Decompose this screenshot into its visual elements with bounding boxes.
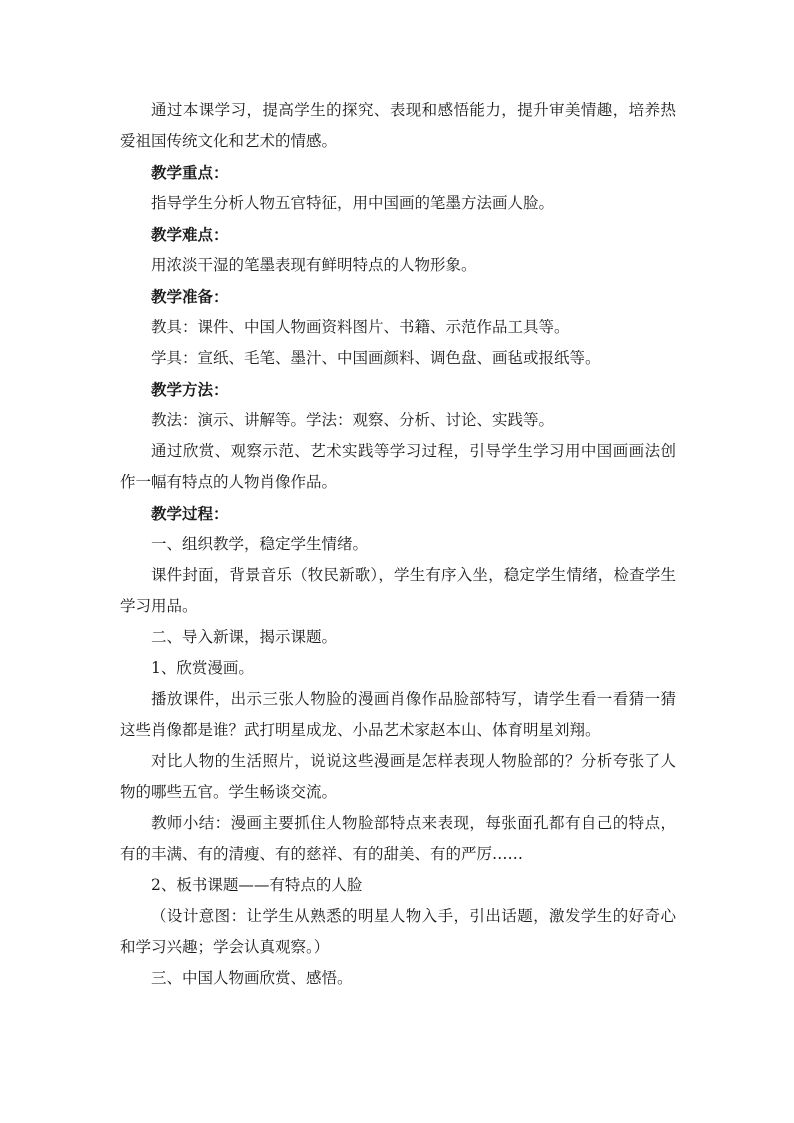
teaching-tools-text: 教具：课件、中国人物画资料图片、书籍、示范作品工具等。 [151, 318, 570, 336]
methods-text: 教法：演示、讲解等。学法：观察、分析、讨论、实践等。 [151, 411, 555, 429]
step-two-title: 二、导入新课，揭示课题。 [151, 628, 338, 646]
sub-step-one-title: 1、欣赏漫画。 [151, 659, 254, 677]
sub-step-one-text: 播放课件，出示三张人物脸的漫画肖像作品脸部特写，请学生看一看猜一猜这些肖像都是谁？武打明星成龙、小品艺术家赵本山、体育明星刘翔。 [120, 690, 676, 739]
student-tools-text: 学具：宣纸、毛笔、墨汁、中国画颜料、调色盘、画毡或报纸等。 [151, 349, 601, 367]
step-three-title: 三、中国人物画欣赏、感悟。 [151, 969, 353, 987]
document-body [120, 95, 676, 994]
step-one-title: 一、组织教学，稳定学生情绪。 [151, 535, 369, 553]
difficulty-text: 用浓淡干湿的笔墨表现有鲜明特点的人物形象。 [151, 256, 477, 274]
methods-description: 通过欣赏、观察示范、艺术实践等学习过程，引导学生学习用中国画画法创作一幅有特点的人物肖像作品。 [120, 442, 676, 491]
methods-heading: 教学方法： [151, 380, 229, 399]
design-intent-text: （设计意图：让学生从熟悉的明星人物入手，引出话题，激发学生的好奇心和学习兴趣；学会认真观察。） [120, 907, 676, 956]
sub-step-two-title: 2、板书课题——有特点的人脸 [151, 876, 363, 894]
key-points-heading: 教学重点： [151, 163, 229, 182]
teacher-summary-text: 教师小结：漫画主要抓住人物脸部特点来表现，每张面孔都有自己的特点，有的丰满、有的清瘦、有的慈祥、有的甜美、有的严厉…… [120, 814, 676, 863]
preparation-heading: 教学准备： [151, 287, 229, 306]
difficulty-heading: 教学难点： [151, 225, 229, 244]
comparison-text: 对比人物的生活照片，说说这些漫画是怎样表现人物脸部的？分析夸张了人物的哪些五官。学生畅谈交流。 [120, 752, 676, 801]
key-points-text: 指导学生分析人物五官特征，用中国画的笔墨方法画人脸。 [151, 194, 555, 212]
step-one-text: 课件封面，背景音乐（牧民新歌），学生有序入坐，稳定学生情绪，检查学生学习用品。 [120, 566, 676, 615]
process-heading: 教学过程： [151, 504, 229, 523]
objective-paragraph: 通过本课学习，提高学生的探究、表现和感悟能力，提升审美情趣，培养热爱祖国传统文化和艺术的情感。 [120, 101, 676, 150]
